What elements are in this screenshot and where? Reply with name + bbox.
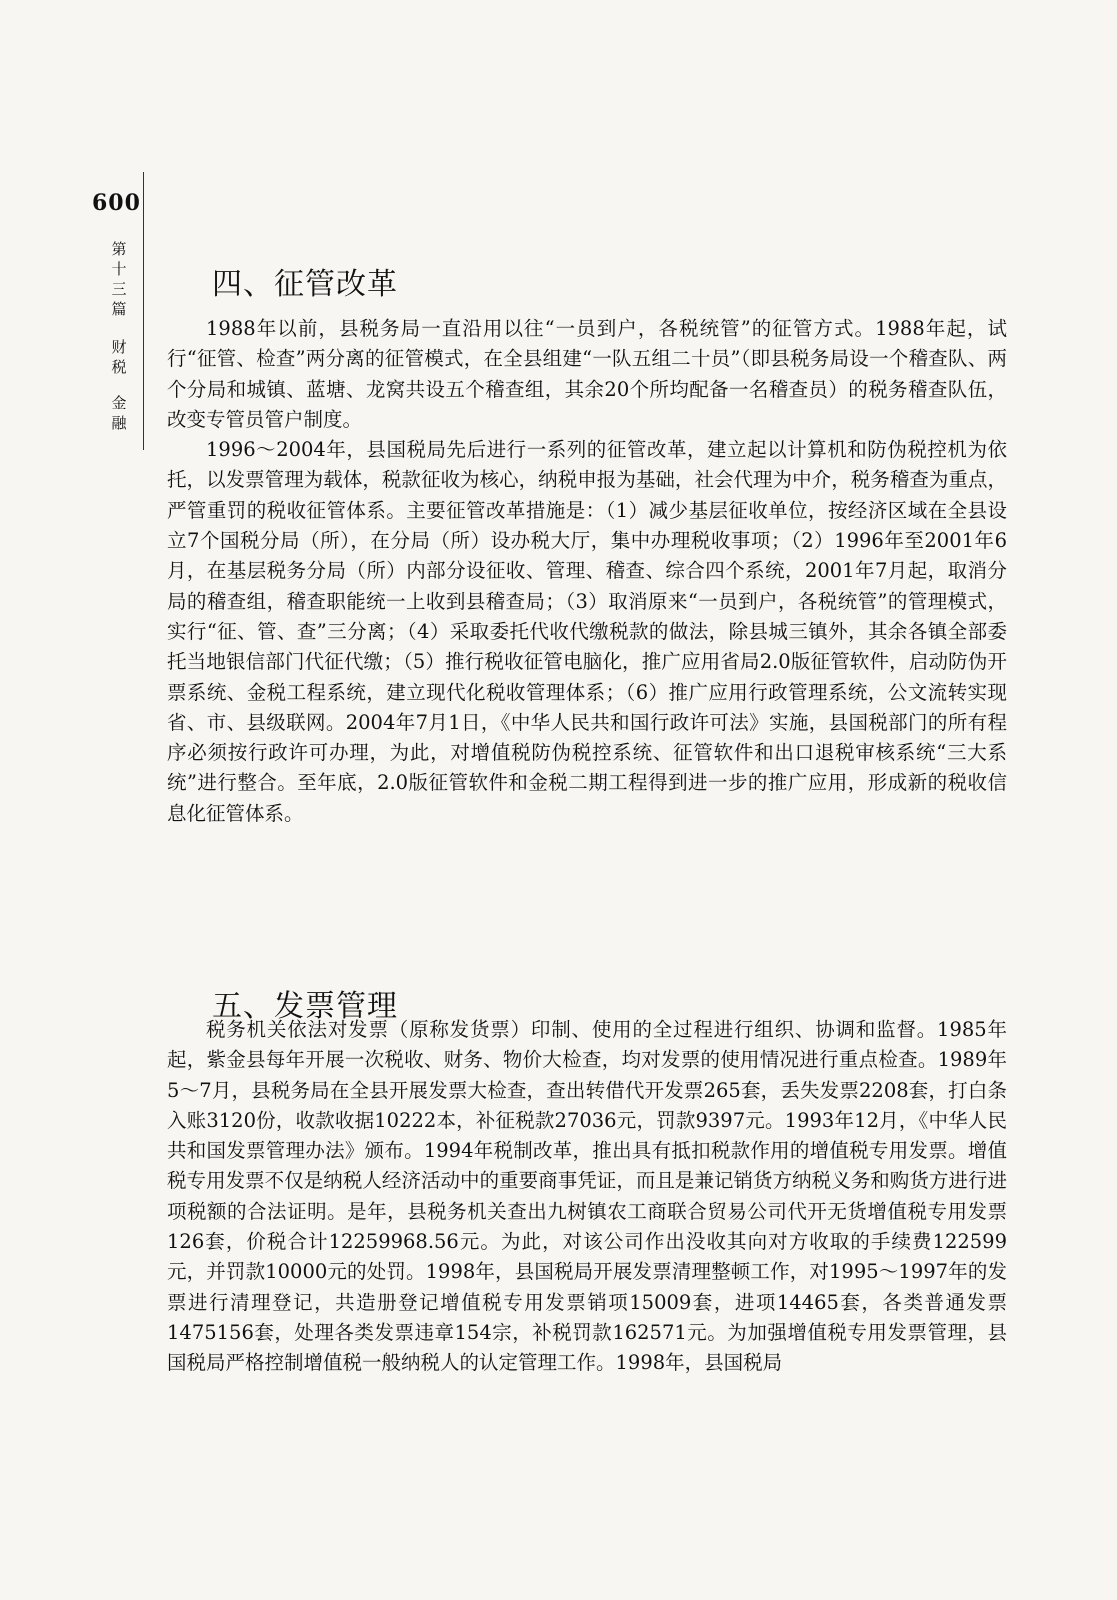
paragraph: 1996～2004年，县国税局先后进行一系列的征管改革，建立起以计算机和防伪税控机为依托，以发票管理为载体，税款征收为核心，纳税申报为基础，社会代理为中介，税务稽查为重点，严管重罚的税收征管体系。主要征管改革措施是：（1）减少基层征收单位，按经济区域在全县设立7个国税分局（所），在分局（所）设办税大厅，集中办理税收事项；（2）1996年至2001年6月，在基层税务分局（所）内部分设征收、管理、稽查、综合四个系统，2001年7月起，取消分局的稽查组，稽查职能统一上收到县稽查局；（3）取消原来“一员到户，各税统管”的管理模式，实行“征、管、查”三分离；（4）采取委托代收代缴税款的做法，除县城三镇外，其余各镇全部委托当地银信部门代征代缴；（5）推行税收征管电脑化，推广应用省局2.0版征管软件，启动防伪开票系统、金税工程系统，建立现代化税收管理体系；（6）推广应用行政管理系统，公文流转实现省、市、县级联网。2004年7月1日，《中华人民共和国行政许可法》实施，县国税部门的所有程序必须按行政许可办理，为此，对增值税防伪税控系统、征管软件和出口退税审核系统“三大系统”进行整合。至年底，2.0版征管软件和金税二期工程得到进一步的推广应用，形成新的税收信息化征管体系。: [167, 438, 1007, 825]
paragraph: 1988年以前，县税务局一直沿用以往“一员到户，各税统管”的征管方式。1988年起，试行“征管、检查”两分离的征管模式，在全县组建“一队五组二十员”（即县税务局设一个稽查队、两个分局和城镇、蓝塘、龙窝共设五个稽查组，其余20个所均配备一名稽查员）的税务稽查队伍，改变专管员管户制度。: [167, 317, 1007, 431]
running-head-subject: 财 税 金 融: [111, 338, 127, 432]
section-heading-invoice-management: 五、发票管理: [212, 988, 398, 1024]
running-head: [108, 239, 130, 433]
section-heading-collection-reform: 四、征管改革: [212, 266, 398, 302]
section-body-collection-reform: [167, 314, 1007, 829]
running-head-part: 第 十 三 篇: [111, 240, 127, 318]
page-number: 600: [92, 190, 141, 216]
margin-rule: [143, 172, 144, 450]
paragraph: 税务机关依法对发票（原称发货票）印制、使用的全过程进行组织、协调和监督。1985年起，紫金县每年开展一次税收、财务、物价大检查，均对发票的使用情况进行重点检查。1989年5～7月，县税务局在全县开展发票大检查，查出转借代开发票265套，丢失发票2208套，打白条入账3120份，收款收据10222本，补征税款27036元，罚款9397元。1993年12月，《中华人民共和国发票管理办法》颁布。1994年税制改革，推出具有抵扣税款作用的增值税专用发票。增值税专用发票不仅是纳税人经济活动中的重要商事凭证，而且是兼记销货方纳税义务和购货方进行进项税额的合法证明。是年，县税务机关查出九树镇农工商联合贸易公司代开无货增值税专用发票126套，价税合计12259968.56元。为此，对该公司作出没收其向对方收取的手续费122599元，并罚款10000元的处罚。1998年，县国税局开展发票清理整顿工作，对1995～1997年的发票进行清理登记，共造册登记增值税专用发票销项15009套，进项14465套，各类普通发票1475156套，处理各类发票违章154宗，补税罚款162571元。为加强增值税专用发票管理，县国税局严格控制增值税一般纳税人的认定管理工作。1998年，县国税局: [167, 1018, 1007, 1375]
section-body-invoice-management: [167, 1015, 1007, 1379]
